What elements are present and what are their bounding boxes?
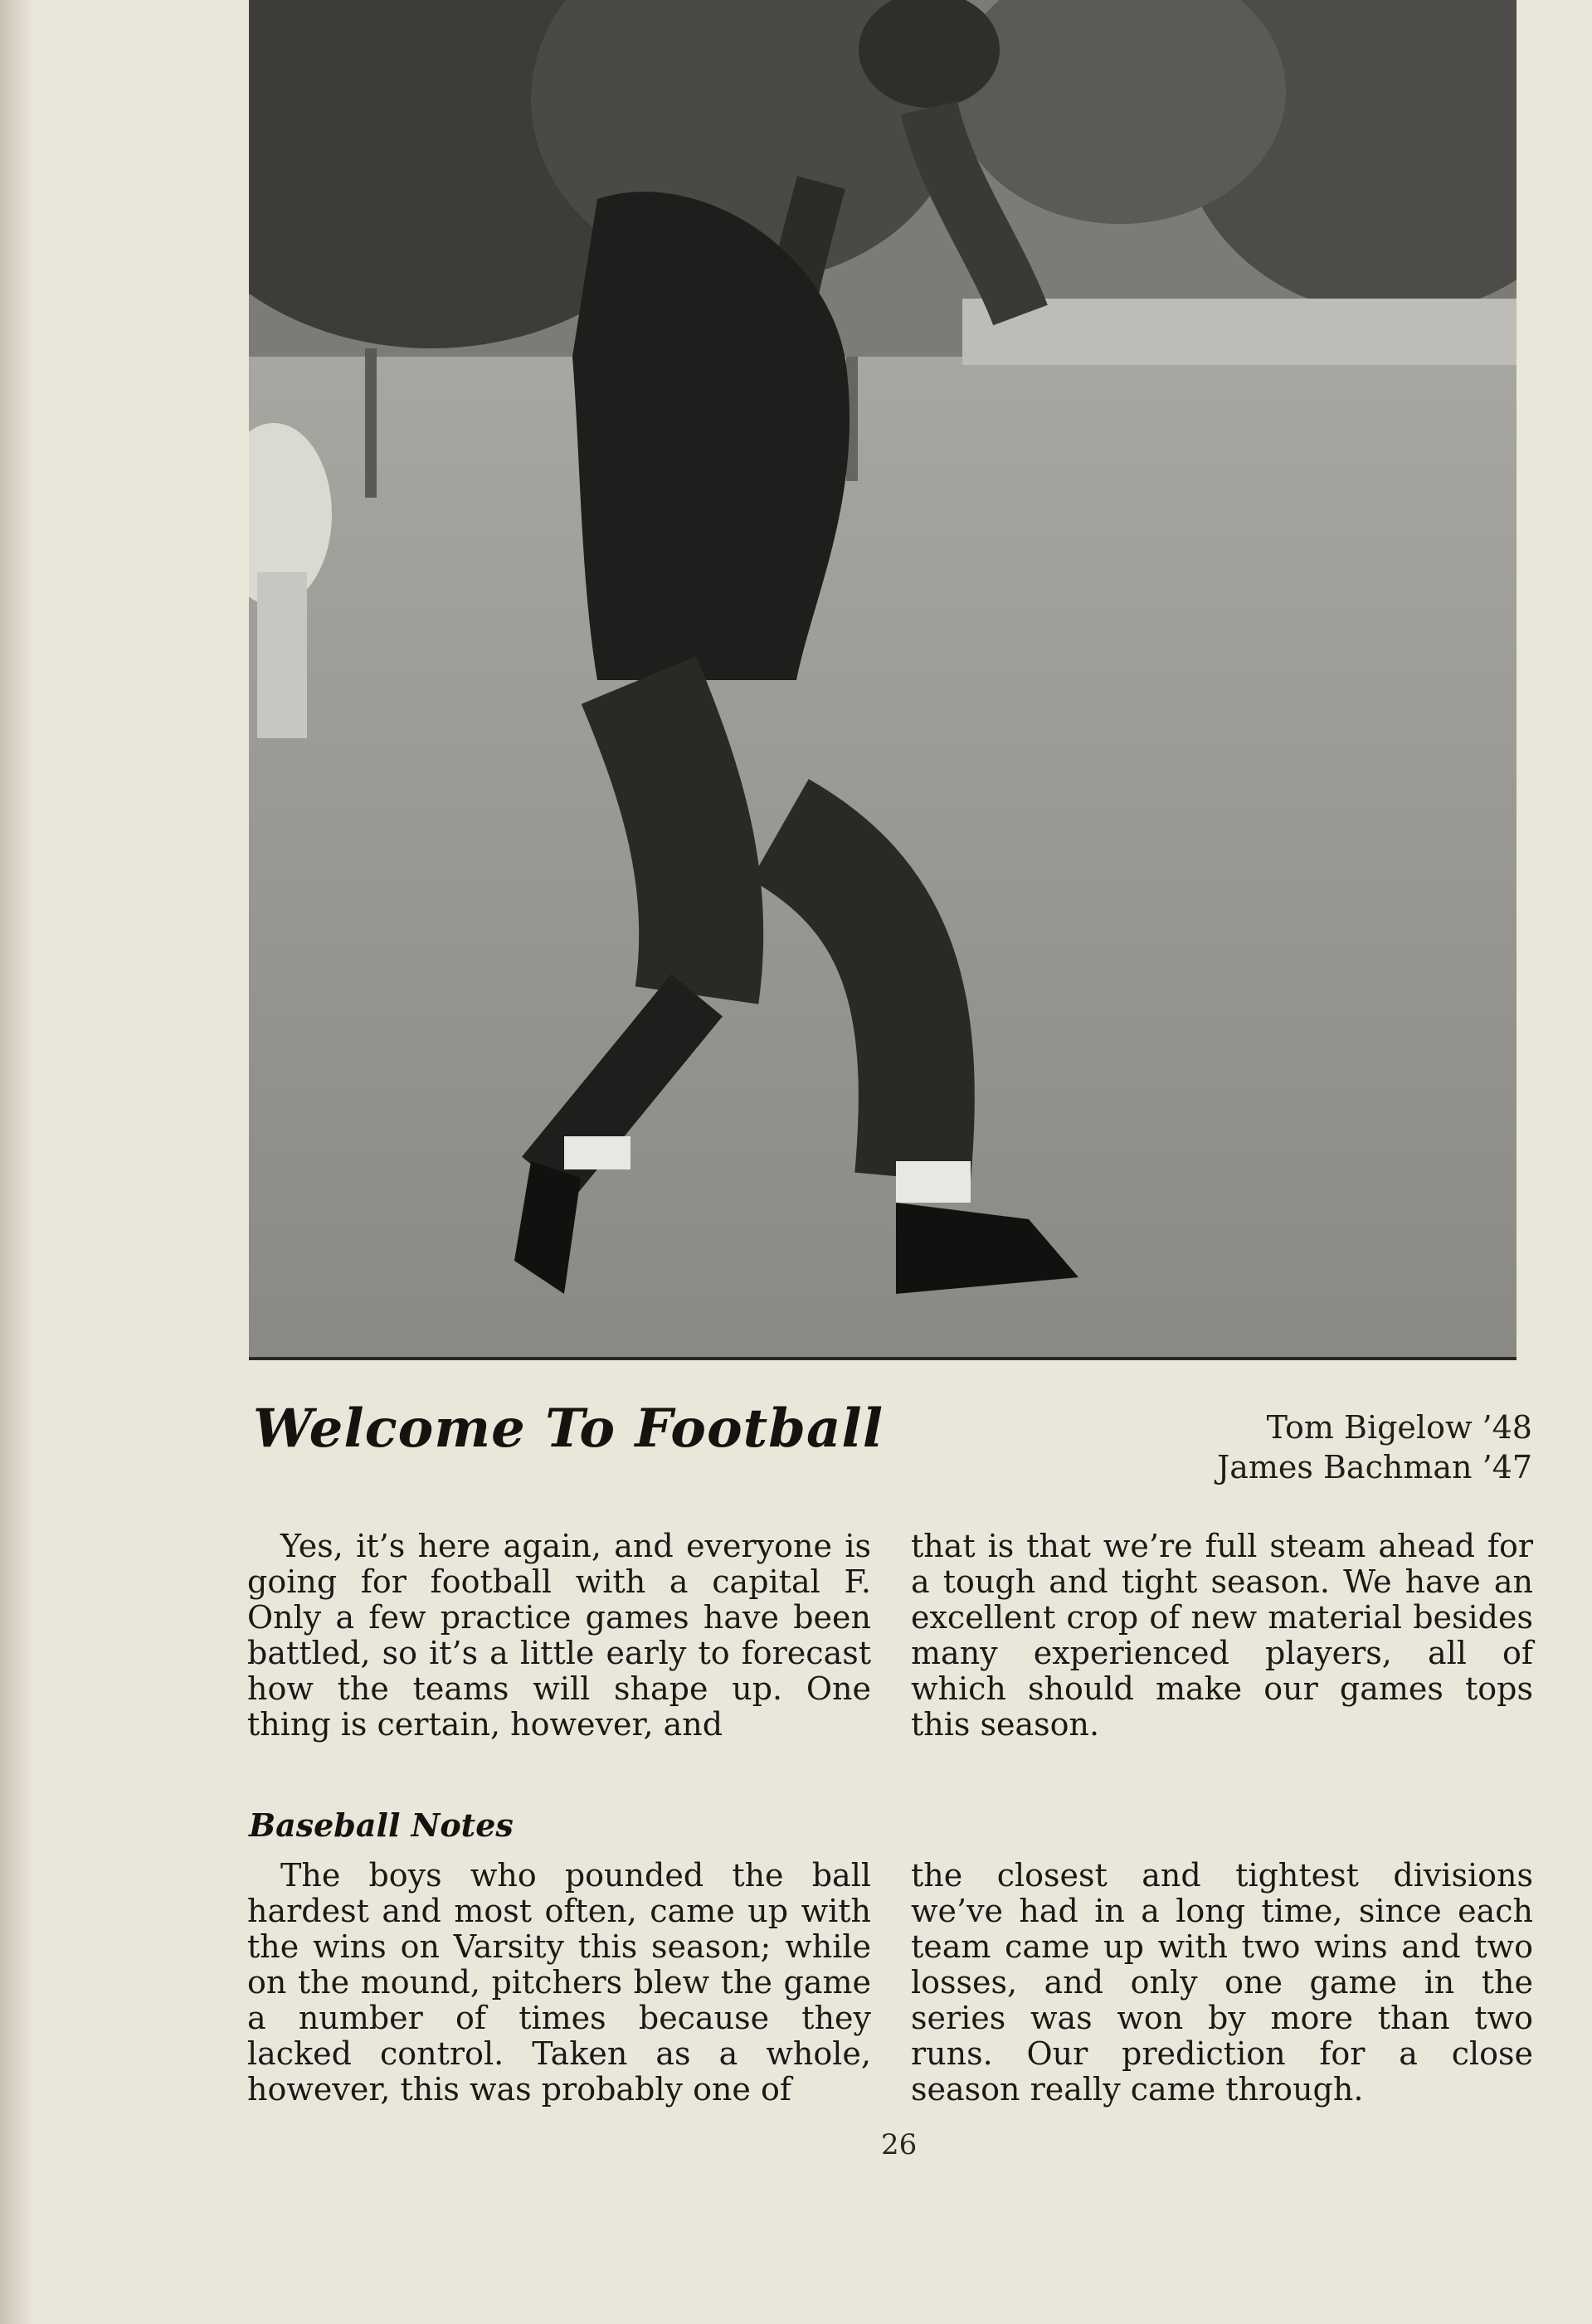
page-number: 26: [881, 2128, 918, 2161]
article-column-left: [247, 1529, 871, 1743]
football-catch-photo: [249, 0, 1517, 1357]
page-binding-shadow: [0, 0, 33, 2324]
baseball-paragraph: The boys who pounded the ball hardest and most often, came up with the wins on Varsity this season; while on the mound, pitchers blew the game a number of times because they lacked control. Taken as a whole, however, this was probably one of: [247, 1857, 871, 2108]
byline: [1217, 1408, 1532, 1487]
baseball-heading: Baseball Notes: [249, 1806, 514, 1844]
author-name: Tom Bigelow ’48: [1266, 1409, 1532, 1446]
article-paragraph: Yes, it’s here again, and everyone is going for football with a capital F. Only a few practice games have been battled, so it’s a little early to forecast how the teams will shape up. One thing is certain, however, and: [247, 1528, 871, 1743]
baseball-column-right: [911, 1858, 1533, 2108]
baseball-paragraph: the closest and tightest divisions we’ve had in a long time, since each team came up with two wins and two losses, and only one game in the series was won by more than two runs. Our prediction for a close season really came through.: [911, 1857, 1533, 2108]
article-title: Welcome To Football: [253, 1398, 884, 1460]
article-column-right: [911, 1529, 1533, 1743]
author-name: James Bachman ’47: [1217, 1449, 1532, 1485]
photo-bottom-border: [249, 1357, 1517, 1360]
baseball-column-left: [247, 1858, 871, 2108]
football-player-illustration: [249, 0, 1517, 1357]
article-paragraph: that is that we’re full steam ahead for a tough and tight season. We have an excellent crop of new material besides many experienced players, all of which should make our games tops this season.: [911, 1528, 1533, 1743]
